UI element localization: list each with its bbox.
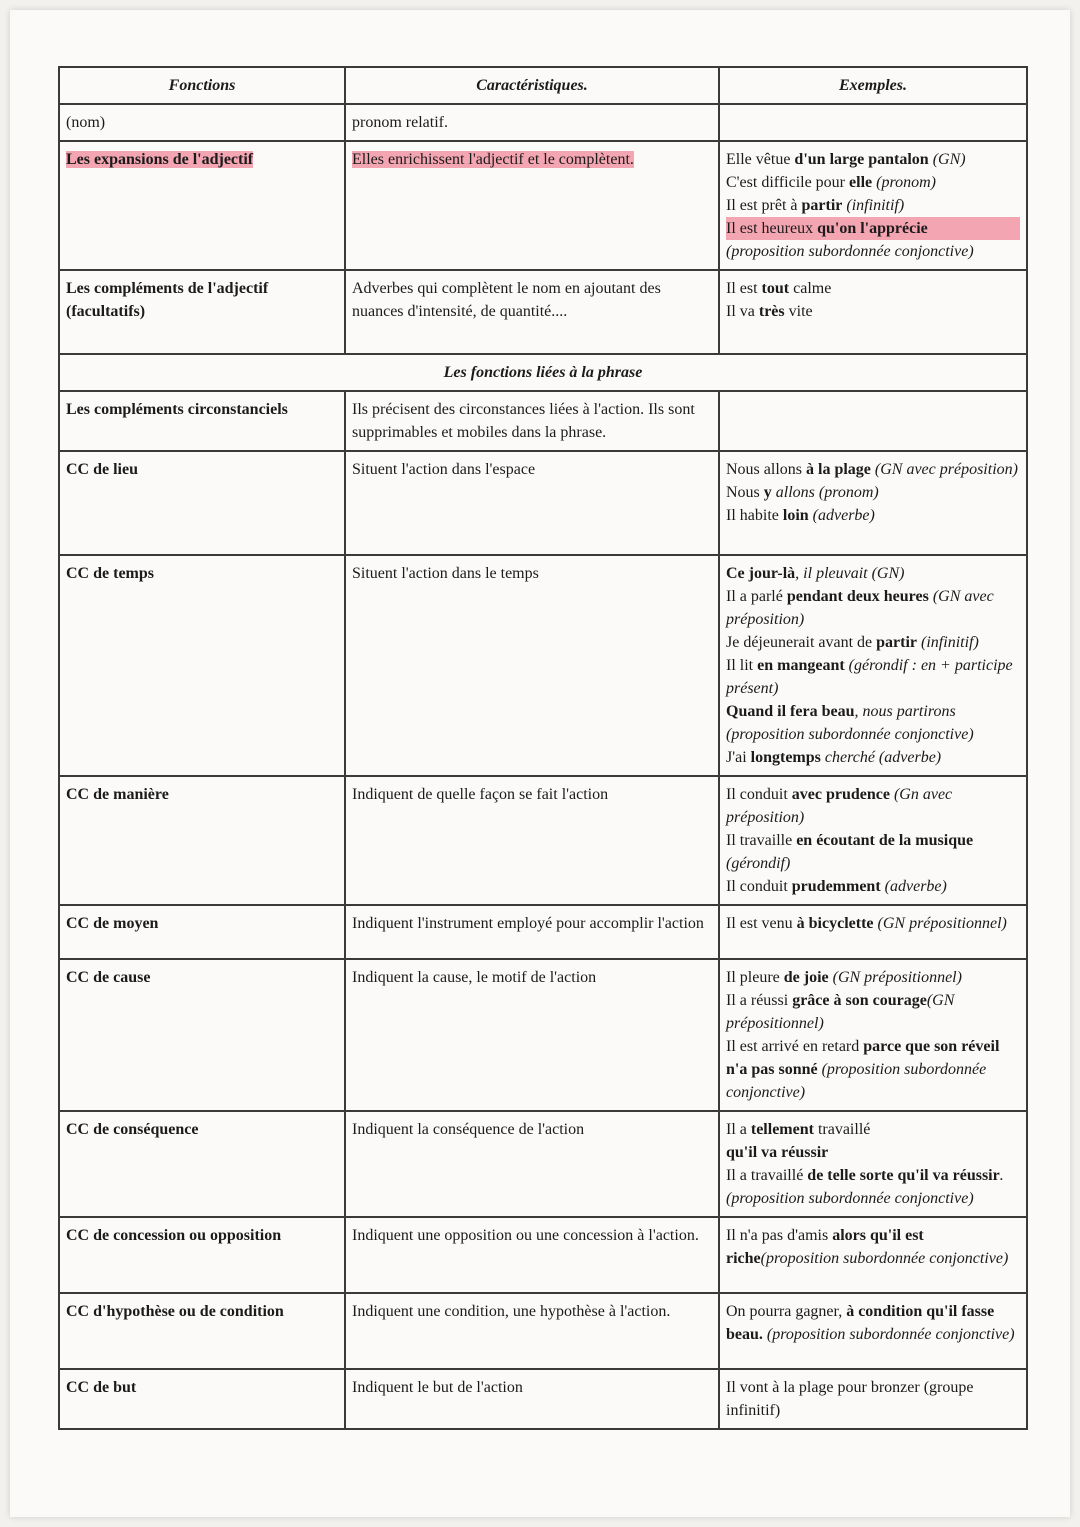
example-post: allons (pronom) [771,484,879,501]
fonction-cell: (nom) [59,104,345,141]
example-line [726,966,1020,989]
example-pre: Il habite [726,507,783,524]
example-pre: On pourra gagner, [726,1303,847,1320]
example-bold: à condition qu'il fasse beau. [726,1303,995,1343]
example-post: , il pleuvait (GN) [795,565,905,582]
example-pre: Il est venu [726,915,797,932]
example-bold: Ce jour-là [726,565,796,582]
example-bold: qu'on l'apprécie [817,220,928,237]
table-row [59,1111,1027,1217]
example-line [726,585,1020,631]
example-pre: Il n'a pas d'amis [726,1227,833,1244]
example-bold: en écoutant de la musique [796,832,974,849]
highlighted-text: Elles enrichissent l'adjectif et le complètent. [352,151,634,168]
carac-cell: Indiquent l'instrument employé pour accomplir l'action [345,905,719,959]
carac-cell: Indiquent la cause, le motif de l'action [345,959,719,1111]
example-pre: C'est difficile pour [726,174,850,191]
example-bold: de joie [783,969,829,986]
exemple-cell [719,104,1027,141]
example-post: (adverbe) [880,878,947,895]
example-bold: de telle sorte qu'il va réussir [807,1167,1000,1184]
exemple-cell [719,141,1027,270]
example-line [726,631,1020,654]
example-line [726,829,1020,875]
grammar-table [58,66,1028,1430]
example-pre: Il a travaillé [726,1167,808,1184]
example-bold: d'un large pantalon [794,151,929,168]
header-row [59,67,1027,104]
carac-cell: Indiquent le but de l'action [345,1369,719,1429]
example-post: (GN avec préposition) [726,588,994,628]
example-post: (infinitif) [917,634,979,651]
example-post: (gérondif) [726,855,791,872]
example-post: (proposition subordonnée conjonctive) [726,1061,987,1101]
example-bold: elle [849,174,873,191]
example-pre: Il conduit [726,786,792,803]
example-post: (GN prépositionnel) [873,915,1007,932]
example-line [726,277,1020,300]
example-post: travaillé [813,1121,871,1138]
fonction-cell: Les compléments de l'adjectif (facultatifs) [59,270,345,354]
carac-cell: Indiquent une opposition ou une concession à l'action. [345,1217,719,1293]
example-pre: Il va [726,303,759,320]
section-row [59,354,1027,391]
table-row [59,959,1027,1111]
example-line [726,300,1020,323]
carac-cell: Situent l'action dans l'espace [345,451,719,555]
fonction-cell: CC de manière [59,776,345,905]
example-line [726,1164,1020,1210]
example-post: (GN prépositionnel) [726,992,955,1032]
example-post: (GN avec préposition) [870,461,1018,478]
example-line [726,1224,1020,1270]
example-bold: tout [761,280,790,297]
carac-cell: Indiquent la conséquence de l'action [345,1111,719,1217]
example-bold: qu'il va réussir [726,1144,829,1161]
example-line [726,1118,1020,1141]
example-line [726,504,1020,527]
example-pre: Nous allons [726,461,806,478]
table-row [59,391,1027,451]
fonction-cell: CC de cause [59,959,345,1111]
example-line [726,217,1020,240]
example-pre: Il pleure [726,969,784,986]
header-exemples: Exemples. [719,67,1027,104]
example-pre: Il vont à la plage pour bronzer (groupe infinitif) [726,1379,974,1419]
example-line [726,1035,1020,1104]
table-row [59,104,1027,141]
carac-cell: pronom relatif. [345,104,719,141]
example-post: (GN prépositionnel) [828,969,962,986]
exemple-cell [719,555,1027,776]
example-pre: J'ai [726,749,751,766]
example-bold: prudemment [791,878,881,895]
example-post: (infinitif) [842,197,905,214]
example-bold: longtemps [750,749,821,766]
example-pre: Il est prêt à [726,197,802,214]
example-post: (proposition subordonnée conjonctive) [726,243,974,260]
example-pre: Il a [726,1121,751,1138]
example-post: cherché (adverbe) [820,749,942,766]
example-line [726,171,1020,194]
example-post: (Gn avec préposition) [726,786,953,826]
example-line [726,746,1020,769]
example-post: (gérondif : en + participe présent) [726,657,1013,697]
example-pre: Il est arrivé en retard [726,1038,864,1055]
example-pre: Nous [726,484,764,501]
example-pre: Il lit [726,657,758,674]
carac-cell: Indiquent une condition, une hypothèse à l'action. [345,1293,719,1369]
example-line [726,458,1020,481]
header-fonctions: Fonctions [59,67,345,104]
carac-cell: Situent l'action dans le temps [345,555,719,776]
example-pre: Il a réussi [726,992,793,1009]
example-bold: grâce à son courage [792,992,927,1009]
example-bold: tellement [750,1121,814,1138]
example-post: vite [784,303,813,320]
example-bold: très [758,303,785,320]
fonction-cell: CC de temps [59,555,345,776]
exemple-cell [719,776,1027,905]
exemple-cell [719,1369,1027,1429]
carac-cell: Indiquent de quelle façon se fait l'action [345,776,719,905]
exemple-cell [719,451,1027,555]
example-bold: à la plage [806,461,871,478]
example-line [726,240,1020,263]
example-pre: Je déjeunerait avant de [726,634,877,651]
table-row [59,776,1027,905]
exemple-cell [719,905,1027,959]
table-row [59,141,1027,270]
example-line [726,912,1020,935]
header-caracteristiques: Caractéristiques. [345,67,719,104]
fonction-cell: CC de conséquence [59,1111,345,1217]
fonction-cell: CC de but [59,1369,345,1429]
example-line [726,1376,1020,1422]
example-pre: Il travaille [726,832,797,849]
carac-cell: Adverbes qui complètent le nom en ajoutant des nuances d'intensité, de quantité.... [345,270,719,354]
fonction-cell [59,141,345,270]
example-bold: partir [876,634,918,651]
exemple-cell [719,1111,1027,1217]
table-row [59,1369,1027,1429]
section-title: Les fonctions liées à la phrase [59,354,1027,391]
example-bold: Quand il fera beau [726,703,855,720]
example-bold: parce que son réveil n'a pas sonné [726,1038,1000,1078]
example-line [726,989,1020,1035]
example-bold: y [763,484,772,501]
example-line [726,562,1020,585]
example-pre: Il est heureux [726,220,818,237]
table-row [59,451,1027,555]
carac-cell [345,141,719,270]
exemple-cell [719,1217,1027,1293]
example-post: . (proposition subordonnée conjonctive) [726,1167,1004,1207]
example-post: (proposition subordonnée conjonctive) [760,1250,1009,1267]
table-row [59,270,1027,354]
example-post: calme [789,280,832,297]
example-bold: pendant deux heures [786,588,929,605]
example-line [726,1141,1020,1164]
exemple-cell [719,270,1027,354]
fonction-cell: CC de moyen [59,905,345,959]
example-line [726,875,1020,898]
example-line [726,783,1020,829]
example-post: (adverbe) [808,507,875,524]
fonction-cell: CC de lieu [59,451,345,555]
example-bold: en mangeant [757,657,845,674]
example-bold: alors qu'il est riche [726,1227,924,1267]
example-line [726,1300,1020,1346]
exemple-cell [719,959,1027,1111]
example-post: (GN) [928,151,966,168]
exemple-cell [719,1293,1027,1369]
exemple-cell [719,391,1027,451]
table-row [59,1217,1027,1293]
table-row [59,905,1027,959]
fonction-cell: Les compléments circonstanciels [59,391,345,451]
example-bold: loin [782,507,809,524]
example-post: (pronom) [872,174,936,191]
document-page [10,10,1070,1517]
example-bold: à bicyclette [796,915,874,932]
example-bold: partir [801,197,843,214]
example-line [726,194,1020,217]
example-pre: Elle vêtue [726,151,795,168]
example-post: (proposition subordonnée conjonctive) [762,1326,1015,1343]
example-post: , nous partirons (proposition subordonnée conjonctive) [726,703,974,743]
fonction-cell: CC de concession ou opposition [59,1217,345,1293]
table-row [59,555,1027,776]
example-pre: Il est [726,280,762,297]
example-pre: Il a parlé [726,588,787,605]
highlighted-text: Les expansions de l'adjectif [66,151,254,168]
fonction-cell: CC d'hypothèse ou de condition [59,1293,345,1369]
example-bold: avec prudence [791,786,890,803]
carac-cell: Ils précisent des circonstances liées à l'action. Ils sont supprimables et mobiles dans la phrase. [345,391,719,451]
example-line [726,700,1020,746]
example-pre: Il conduit [726,878,792,895]
example-line [726,654,1020,700]
table-row [59,1293,1027,1369]
example-line [726,148,1020,171]
example-line [726,481,1020,504]
